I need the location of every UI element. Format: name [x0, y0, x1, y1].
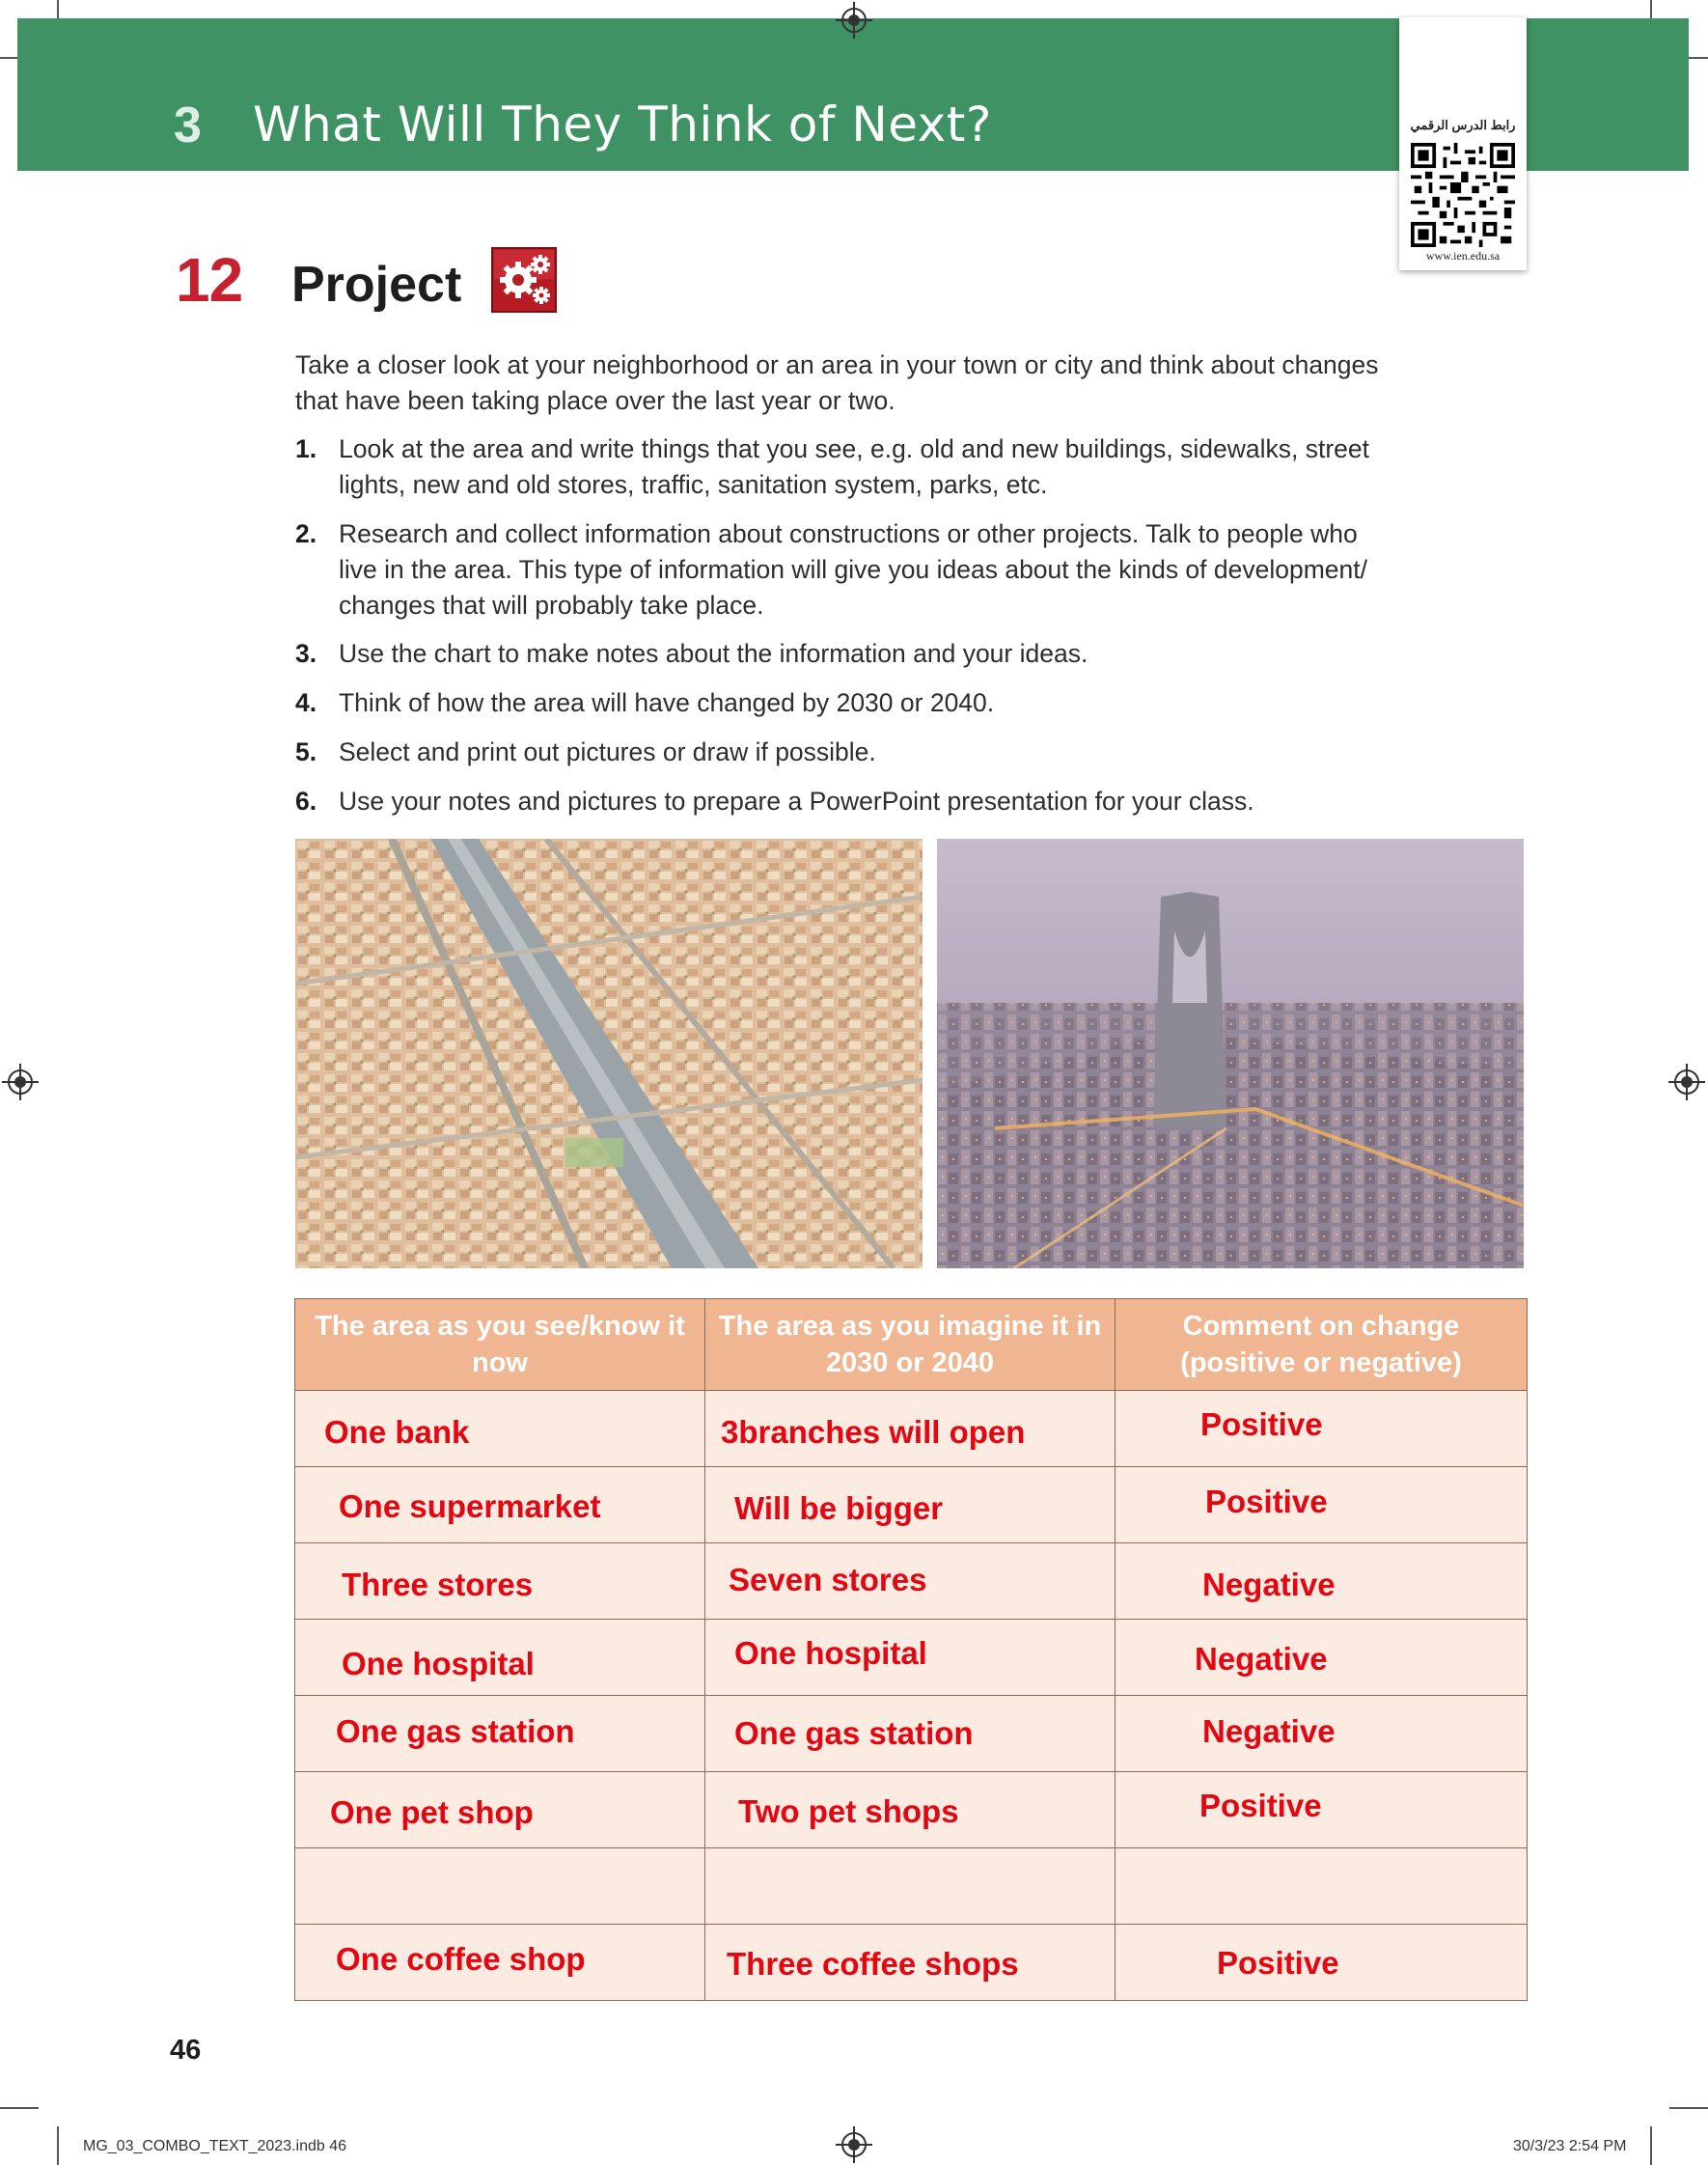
crop-mark	[0, 2107, 39, 2109]
cell-text: One hospital	[734, 1635, 927, 1671]
table-cell[interactable]	[705, 1467, 1116, 1543]
step-number: 3.	[295, 639, 317, 668]
step-text: Use the chart to make notes about the information and your ideas.	[339, 639, 1088, 668]
table-cell[interactable]	[1116, 1467, 1528, 1543]
city-skyline-photo	[937, 839, 1524, 1268]
cell-text: One hospital	[342, 1646, 535, 1681]
cell-text: Negative	[1195, 1641, 1328, 1677]
table-row	[295, 1467, 1528, 1543]
step-number: 6.	[295, 787, 317, 816]
unit-number: 3	[174, 97, 202, 153]
step-number: 4.	[295, 688, 317, 717]
intro-paragraph: Take a closer look at your neighborhood or an area in your town or city and think about changes that have been taking place over the last year or two.	[295, 350, 1379, 415]
table-cell[interactable]	[1116, 1925, 1528, 2001]
registration-mark-icon	[841, 8, 867, 33]
table-cell[interactable]	[295, 1391, 705, 1467]
table-row	[295, 1391, 1528, 1467]
table-row	[295, 1925, 1528, 2001]
qr-url[interactable]: www.ien.edu.sa	[1425, 249, 1501, 263]
crop-mark	[1650, 2126, 1652, 2165]
cell-text: Negative	[1202, 1567, 1336, 1602]
qr-code-icon[interactable]	[1411, 143, 1515, 247]
qr-label: رابط الدرس الرقمي	[1410, 118, 1516, 132]
qr-card[interactable]	[1399, 17, 1527, 270]
step-text: Look at the area and write things that you see, e.g. old and new buildings, sidewalks, street lights, new and old stores, traffic, sanitation system, parks, etc.	[339, 434, 1370, 499]
footer-date-slug: 30/3/23 2:54 PM	[1513, 2138, 1627, 2154]
table-cell[interactable]	[1116, 1620, 1528, 1696]
lesson-title: Project	[291, 257, 462, 313]
table-cell[interactable]	[705, 1696, 1116, 1772]
cell-text: Negative	[1202, 1713, 1336, 1749]
step-text: Use your notes and pictures to prepare a PowerPoint presentation for your class.	[339, 787, 1254, 816]
cell-text: Positive	[1205, 1484, 1328, 1519]
step-number: 1.	[295, 434, 317, 463]
table-cell[interactable]	[705, 1620, 1116, 1696]
crop-mark	[57, 2126, 59, 2165]
table-row	[295, 1772, 1528, 1848]
table-cell[interactable]	[705, 1925, 1116, 2001]
footer-file-slug: MG_03_COMBO_TEXT_2023.indb 46	[83, 2138, 347, 2154]
table-cell[interactable]	[705, 1391, 1116, 1467]
cell-text: 3branches will open	[721, 1414, 1026, 1450]
table-row	[295, 1620, 1528, 1696]
table-cell[interactable]	[295, 1467, 705, 1543]
table-cell[interactable]	[295, 1925, 705, 2001]
table-cell[interactable]	[1116, 1848, 1528, 1925]
table-cell[interactable]	[705, 1848, 1116, 1925]
cell-text: Positive	[1199, 1788, 1322, 1823]
column-header: Comment on change (positive or negative)	[1116, 1299, 1528, 1391]
table-cell[interactable]	[295, 1696, 705, 1772]
table-cell[interactable]	[1116, 1391, 1528, 1467]
table-cell[interactable]	[1116, 1772, 1528, 1848]
table-cell[interactable]	[295, 1543, 705, 1620]
table-row	[295, 1696, 1528, 1772]
cell-text: One coffee shop	[336, 1941, 586, 1977]
table-cell[interactable]	[705, 1772, 1116, 1848]
cell-text: One pet shop	[330, 1794, 534, 1830]
registration-mark-icon	[841, 2132, 867, 2157]
column-header: The area as you see/know it now	[295, 1299, 705, 1391]
cell-text: One gas station	[336, 1713, 575, 1749]
cell-text: Three stores	[342, 1567, 534, 1602]
page-number: 46	[170, 2035, 202, 2066]
aerial-city-photo	[295, 839, 923, 1268]
table-cell[interactable]	[295, 1620, 705, 1696]
cell-text: Two pet shops	[738, 1793, 959, 1829]
crop-mark	[1669, 2107, 1708, 2109]
cell-text: Will be bigger	[734, 1490, 944, 1526]
cell-text: One bank	[324, 1414, 470, 1450]
unit-title: What Will They Think of Next?	[253, 97, 992, 153]
table-header-row	[295, 1299, 1528, 1391]
cell-text: Positive	[1200, 1406, 1323, 1442]
table-cell[interactable]	[705, 1543, 1116, 1620]
step-number: 5.	[295, 737, 317, 766]
lesson-number: 12	[176, 245, 243, 315]
notes-table	[294, 1298, 1528, 2001]
cell-text: Three coffee shops	[727, 1946, 1019, 1982]
table-cell[interactable]	[295, 1848, 705, 1925]
table-row	[295, 1848, 1528, 1925]
step-text: Research and collect information about constructions or other projects. Talk to people who live in the area. This type of information will give you ideas about the kinds of development/ changes that will probably take place.	[339, 519, 1368, 620]
registration-mark-icon	[8, 1069, 33, 1095]
step-text: Think of how the area will have changed by 2030 or 2040.	[339, 688, 995, 717]
table-cell[interactable]	[1116, 1543, 1528, 1620]
cell-text: One gas station	[734, 1715, 974, 1751]
table-row	[295, 1543, 1528, 1620]
cell-text: Positive	[1217, 1945, 1339, 1981]
table-cell[interactable]	[1116, 1696, 1528, 1772]
column-header: The area as you imagine it in 2030 or 2040	[705, 1299, 1116, 1391]
cell-text: Seven stores	[729, 1562, 927, 1597]
step-number: 2.	[295, 519, 317, 548]
registration-mark-icon	[1674, 1069, 1699, 1095]
table-cell[interactable]	[295, 1772, 705, 1848]
gears-icon	[491, 247, 557, 313]
cell-text: One supermarket	[339, 1488, 601, 1524]
step-text: Select and print out pictures or draw if possible.	[339, 737, 876, 766]
